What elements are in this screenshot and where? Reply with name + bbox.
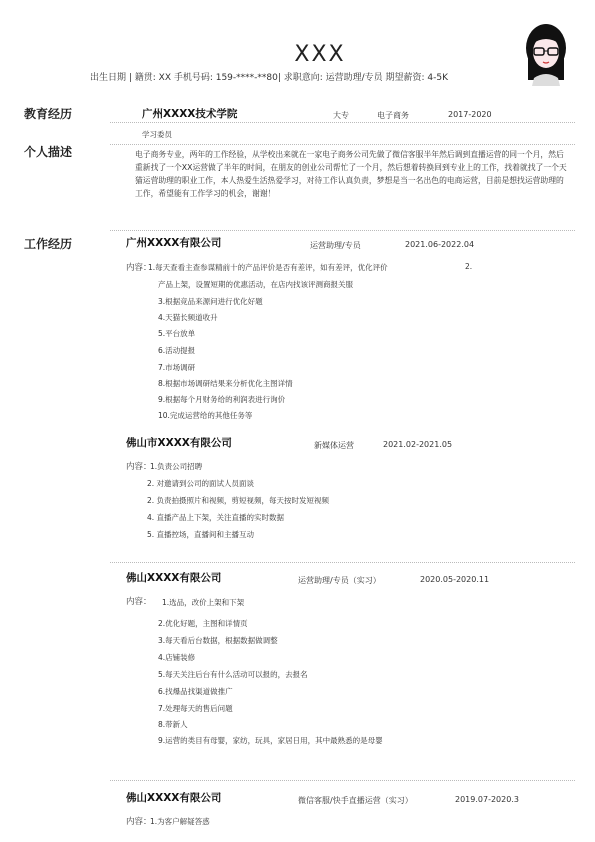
section-divider (110, 230, 575, 231)
job-item: 2.优化好题，主图和详情页 (158, 619, 248, 628)
job-item: 4. 直播产品上下架，关注直播的实时数据 (147, 513, 285, 522)
job-item: 5.每天关注后台有什么活动可以报的，去报名 (158, 670, 308, 679)
content-label: 内容： (126, 817, 152, 827)
job-title: 新媒体运营 (314, 441, 354, 450)
personal-info-line: 出生日期 | 籍贯: XX 手机号码: 159-****-**80| 求职意向: 运营助理/专员 期望薪资: 4-5K (90, 73, 449, 83)
job-item: 4.天猫长频道收升 (158, 313, 218, 322)
job-item: 1.选品，改价上架和下架 (162, 598, 245, 607)
work-heading: 工作经历 (24, 237, 73, 251)
job-item: 2. (465, 262, 473, 271)
job-item: 6.活动提报 (158, 346, 196, 355)
job-item: 3.根据竞品来源问进行优化好题 (158, 297, 263, 306)
job-item: 9.运营的类目有母婴，家纺，玩具，家居日用，其中最熟悉的是母婴 (158, 736, 383, 745)
job-item: 7.市场调研 (158, 363, 196, 372)
education-heading: 教育经历 (24, 107, 73, 121)
job-item: 9.根据每个月财务给的利润表进行询价 (158, 395, 286, 404)
job-item: 产品上架，设置短期的优惠活动，在店内找该评测商报关服 (158, 280, 353, 289)
degree: 大专 (333, 111, 349, 120)
job-item: 10.完成运营给的其他任务等 (158, 411, 253, 420)
school-name: 广州XXXX技术学院 (142, 108, 238, 120)
section-divider (110, 780, 575, 781)
job-company: 佛山市XXXX有限公司 (126, 437, 232, 449)
content-label: 内容： (126, 263, 152, 273)
job-period: 2020.05-2020.11 (420, 575, 490, 584)
job-title: 运营助理/专员 (310, 241, 361, 250)
job-item: 2. 负责拍摄照片和视频，剪短视频，每天按时发短视频 (147, 496, 330, 505)
job-company: 广州XXXX有限公司 (126, 237, 222, 249)
job-item: 1.负责公司招聘 (150, 462, 203, 471)
job-item: 5.平台放单 (158, 329, 196, 338)
job-item: 4.店铺装修 (158, 653, 196, 662)
profile-heading: 个人描述 (24, 145, 73, 159)
job-item: 3.每天看后台数据，根据数据做调整 (158, 636, 278, 645)
job-period: 2021.06-2022.04 (405, 240, 475, 249)
job-item: 8.根据市场调研结果来分析优化主图详情 (158, 379, 293, 388)
job-item: 1.每天查看主查参谋精前十的产品评价是否有差评，如有差评，优化评价 (148, 263, 388, 272)
school-role: 学习委员 (142, 130, 172, 139)
candidate-name: XXX (294, 42, 346, 67)
job-company: 佛山XXXX有限公司 (126, 792, 222, 804)
job-company: 佛山XXXX有限公司 (126, 572, 222, 584)
section-divider (110, 122, 575, 123)
job-title: 微信客服/快手直播运营（实习） (298, 796, 413, 805)
job-item: 5. 直播控场，直播间和主播互动 (147, 530, 255, 539)
job-item: 1.为客户解疑答惑 (150, 817, 210, 826)
avatar-icon (520, 18, 572, 86)
job-period: 2019.07-2020.3 (455, 795, 519, 804)
content-label: 内容： (126, 462, 152, 472)
job-period: 2021.02-2021.05 (383, 440, 453, 449)
section-divider (110, 562, 575, 563)
major: 电子商务 (377, 111, 409, 120)
education-period: 2017-2020 (448, 110, 492, 119)
job-item: 6.找爆品找渠道做推广 (158, 687, 233, 696)
job-item: 2. 对邀请到公司的面试人员面谈 (147, 479, 255, 488)
job-item: 8.带新人 (158, 720, 188, 729)
job-title: 运营助理/专员（实习） (298, 576, 381, 585)
content-label: 内容： (126, 597, 152, 607)
job-item: 7.处理每天的售后问题 (158, 704, 233, 713)
profile-text: 电子商务专业，两年的工作经验，从学校出来就在一家电子商务公司先做了微信客服半年然后调到直播运营的同一个月，然后重新找了一个XX运营做了半年的时间，在朋友的创业公司帮忙了一个月，然后想着转换回到专业上的工作，找着就找了一个天猫运营助理的职业工作，本人热爱生活热爱学习，对待工作认真负责，梦想是当一名出色的电商运营，目前是想找运营助理的工作，希望能有工作学习的机会，谢谢！ (135, 150, 567, 198)
section-divider (110, 144, 575, 145)
